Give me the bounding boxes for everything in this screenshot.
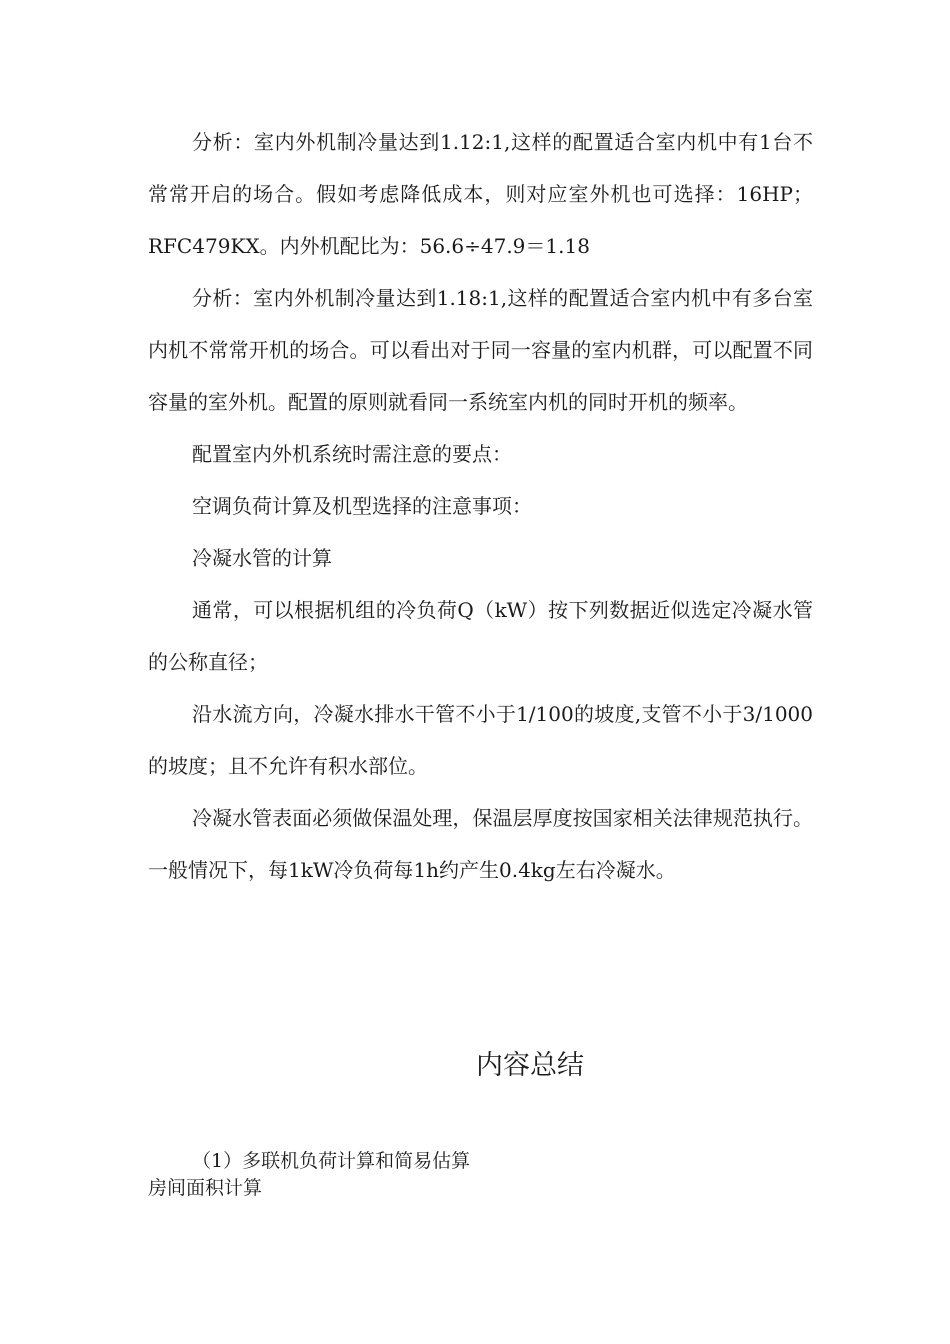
paragraph-slope: 沿水流方向，冷凝水排水干管不小于1/100的坡度,支管不小于3/1000的坡度；且不允许有积水部位。 <box>148 702 813 778</box>
paragraph-condensate-calc: 冷凝水管的计算 <box>192 546 332 570</box>
summary-item-sub: 房间面积计算 <box>148 1177 263 1199</box>
summary-item <box>148 1148 470 1202</box>
paragraph-config-points: 配置室内外机系统时需注意的要点： <box>192 442 512 466</box>
paragraph-pipe-diameter: 通常，可以根据机组的冷负荷Q（kW）按下列数据近似选定冷凝水管的公称直径； <box>148 598 813 674</box>
summary-item-heading: （1）多联机负荷计算和简易估算 <box>192 1150 471 1172</box>
paragraph-insulation: 冷凝水管表面必须做保温处理，保温层厚度按国家相关法律规范执行。一般情况下，每1kW冷负荷每1h约产生0.4kg左右冷凝水。 <box>148 806 813 882</box>
summary-title: 内容总结 <box>476 1050 584 1081</box>
paragraph-analysis-2: 分析：室内外机制冷量达到1.18:1,这样的配置适合室内机中有多台室内机不常常开机的场合。可以看出对于同一容量的室内机群，可以配置不同容量的室外机。配置的原则就看同一系统室内机的同时开机的频率。 <box>148 286 813 414</box>
paragraph-analysis-1: 分析：室内外机制冷量达到1.12:1,这样的配置适合室内机中有1台不常常开启的场合。假如考虑降低成本，则对应室外机也可选择：16HP；RFC479KX。内外机配比为：56.6÷47.9＝1.18 <box>148 130 813 258</box>
paragraph-load-calc-notes: 空调负荷计算及机型选择的注意事项： <box>192 494 532 518</box>
body-text <box>148 116 813 896</box>
